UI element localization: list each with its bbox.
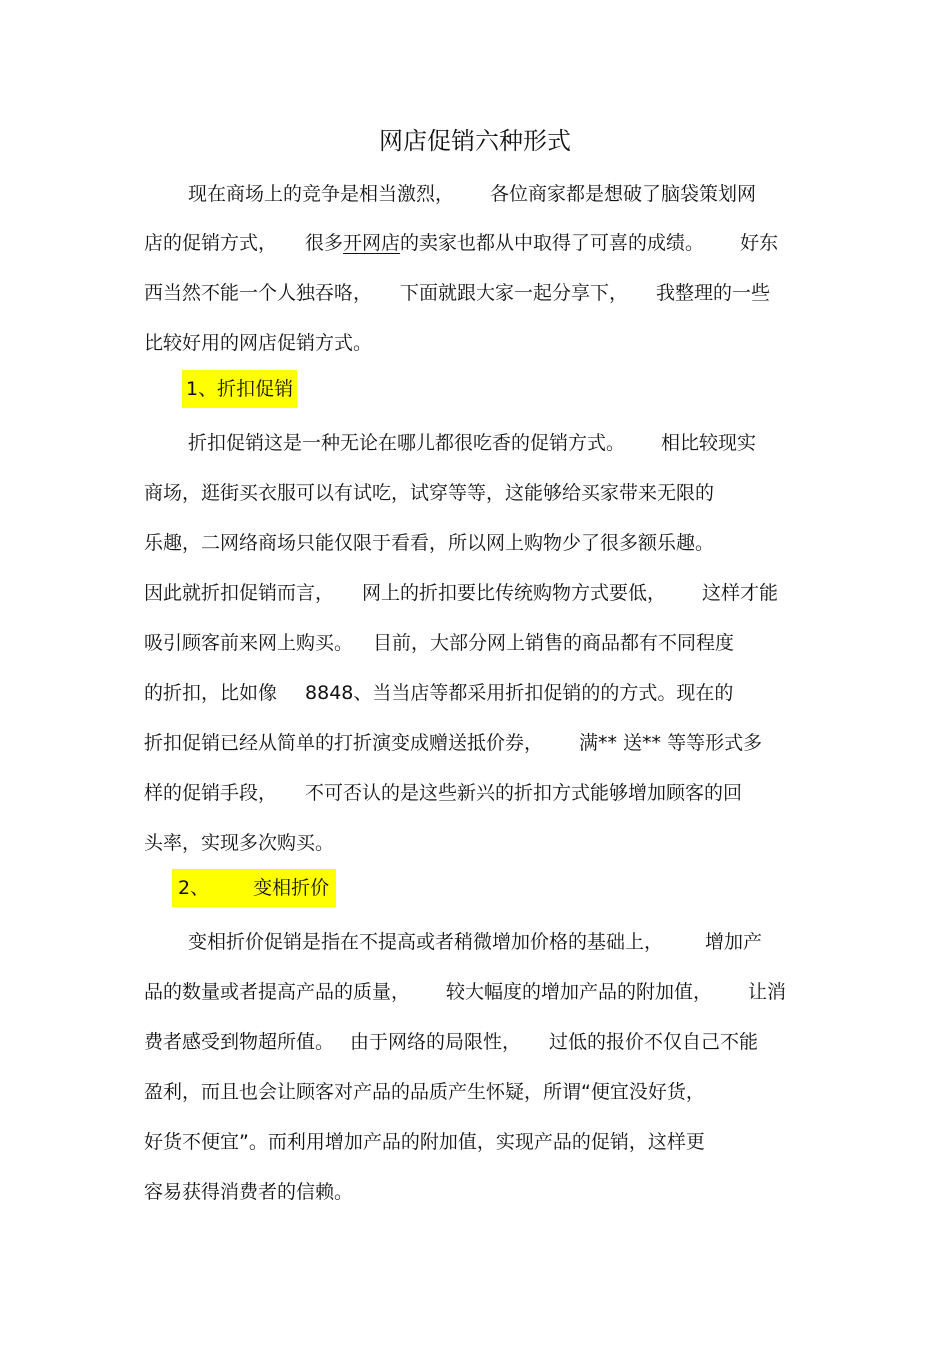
text-segment: 目前，大部分网上销售的商品都有不同程度 [373, 632, 735, 654]
section-2-line-3 [144, 1028, 758, 1056]
text-segment: 相比较现实 [661, 432, 757, 454]
text-segment: 头率，实现多次购买。 [144, 832, 335, 854]
section-2-line-1 [188, 928, 762, 956]
text-segment: 吸引顾客前来网上购买。 [144, 632, 354, 654]
text-segment: 品的数量或者提高产品的质量， [144, 981, 411, 1003]
intro-line-1 [188, 180, 756, 208]
text-segment: 好货不便宜”。而利用增加产品的附加值，实现产品的促销，这样更 [144, 1131, 705, 1153]
heading-text: 1、折扣促销 [186, 378, 294, 400]
intro-line-4 [144, 329, 372, 357]
section-1-line-6 [144, 679, 733, 707]
text-segment: 折扣促销这是一种无论在哪儿都很吃香的促销方式。 [188, 432, 626, 454]
text-segment: 现在商场上的竞争是相当激烈， [188, 183, 455, 205]
section-2-line-6 [144, 1178, 353, 1206]
text-segment: 由于网络的局限性， [350, 1031, 522, 1053]
section-1-line-4 [144, 579, 778, 607]
text-segment: 店的促销方式， [144, 232, 278, 254]
text-segment: 这样才能 [702, 582, 779, 604]
section-heading-2 [172, 869, 336, 907]
section-1-line-3 [144, 529, 714, 557]
section-1-line-8 [144, 779, 742, 807]
text-segment: 变相折价促销是指在不提高或者稍微增加价格的基础上， [188, 931, 664, 953]
text-segment: 盈利，而且也会让顾客对产品的品质产生怀疑，所谓“便宜没好货， [144, 1081, 705, 1103]
text-segment: 的卖家也都从中取得了可喜的成绩。 [400, 232, 705, 254]
section-1-line-1 [188, 429, 756, 457]
text-segment: 的折扣，比如像 [144, 682, 278, 704]
heading-number: 2、 [178, 877, 210, 899]
text-segment: 我整理的一些 [656, 282, 771, 304]
text-segment: 商场，逛街买衣服可以有试吃，试穿等等，这能够给买家带来无限的 [144, 482, 715, 504]
section-1-line-5 [144, 629, 734, 657]
text-segment: 各位商家都是想破了脑袋策划网 [490, 183, 757, 205]
text-segment: 让消 [748, 981, 787, 1003]
text-segment: 网上的折扣要比传统购物方式要低， [362, 582, 667, 604]
section-1-line-2 [144, 479, 714, 507]
text-segment: 下面就跟大家一起分享下， [400, 282, 629, 304]
section-2-line-5 [144, 1128, 705, 1156]
text-segment: 容易获得消费者的信赖。 [144, 1181, 354, 1203]
section-1-line-9 [144, 829, 334, 857]
section-2-line-2 [144, 978, 786, 1006]
text-segment: 乐趣，二网络商场只能仅限于看看，所以网上购物少了很多额乐趣。 [144, 532, 715, 554]
heading-text: 变相折价 [253, 877, 330, 899]
text-segment: 过低的报价不仅自己不能 [549, 1031, 759, 1053]
text-segment: 不可否认的是这些新兴的折扣方式能够增加顾客的回 [305, 782, 743, 804]
text-segment: 因此就折扣促销而言， [144, 582, 335, 604]
text-segment: 样的促销手段， [144, 782, 278, 804]
text-segment: 较大幅度的增加产品的附加值， [446, 981, 713, 1003]
text-segment: 很多 [305, 232, 344, 254]
intro-line-3 [144, 279, 770, 307]
section-2-line-4 [144, 1078, 705, 1106]
text-segment: 费者感受到物超所值。 [144, 1031, 335, 1053]
page-title: 网店促销六种形式 [379, 127, 571, 155]
text-segment: 增加产 [705, 931, 763, 953]
intro-line-2 [144, 229, 778, 257]
section-heading-1 [182, 370, 297, 408]
text-segment: 折扣促销已经从简单的打折演变成赠送抵价券， [144, 732, 544, 754]
text-segment: 比较好用的网店促销方式。 [144, 332, 373, 354]
text-segment: 满** 送** 等等形式多 [579, 732, 763, 754]
text-segment: 西当然不能一个人独吞咯， [144, 282, 373, 304]
open-shop-link[interactable]: 开网店 [343, 232, 401, 254]
section-1-line-7 [144, 729, 762, 757]
text-segment: 8848、当当店等都采用折扣促销的的方式。现在的 [305, 682, 734, 704]
text-segment: 好东 [740, 232, 779, 254]
